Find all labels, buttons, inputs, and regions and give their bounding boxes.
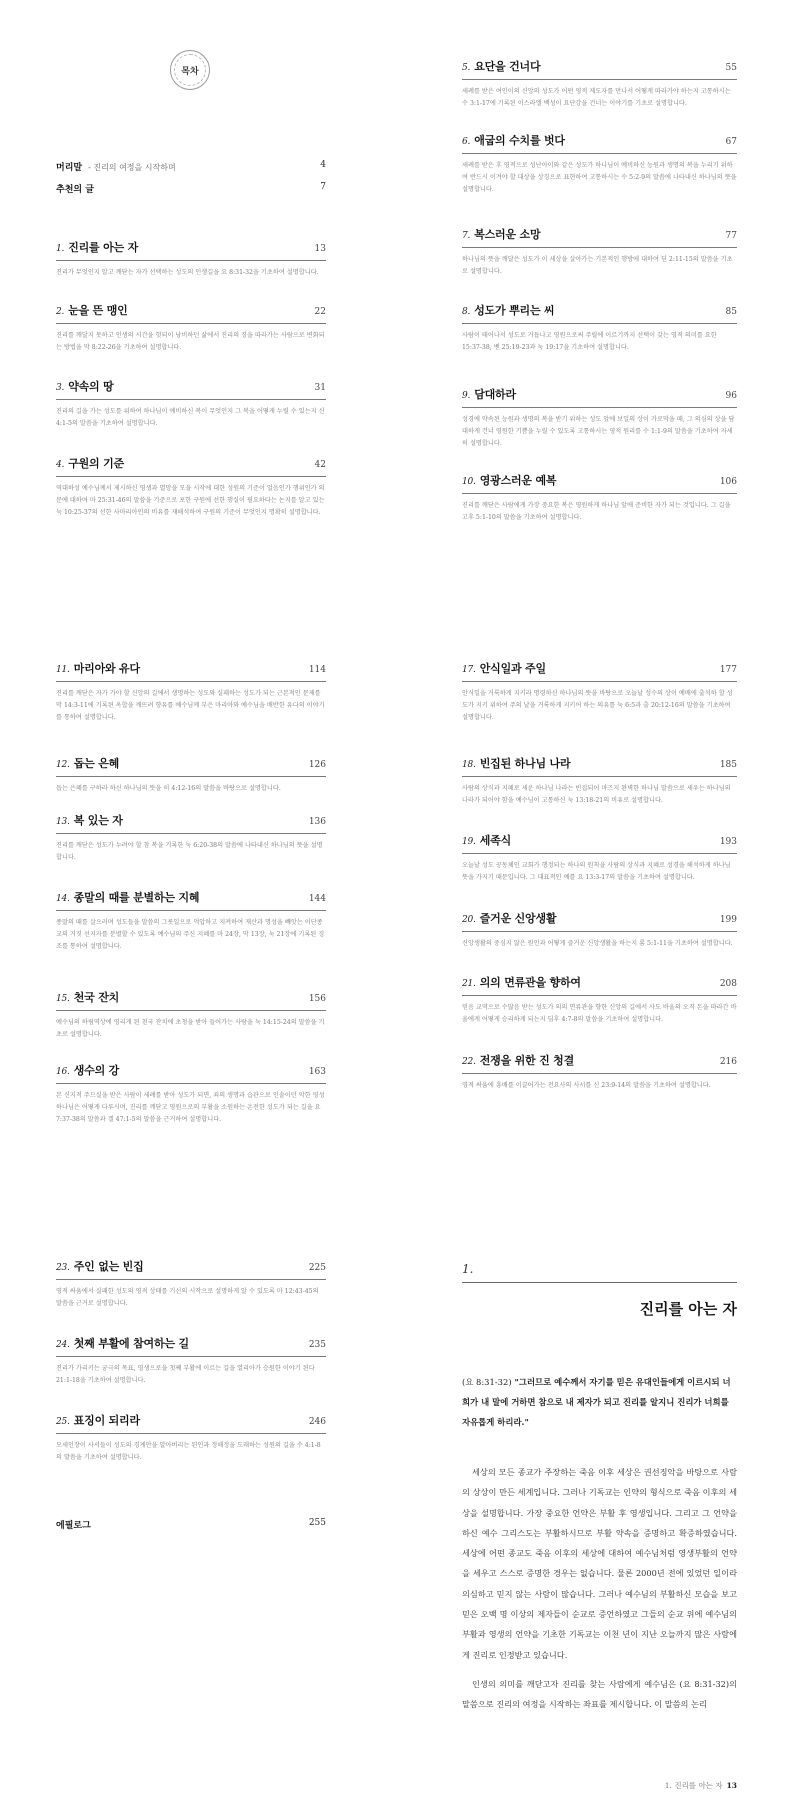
toc-entry-title: 구원의 기준 xyxy=(68,457,124,470)
toc-entry-title-wrap xyxy=(462,910,556,926)
toc-entry-number: 11. xyxy=(56,665,70,675)
toc-entry-page: 163 xyxy=(308,1067,326,1077)
toc-entry[interactable] xyxy=(56,1412,326,1464)
toc-entry-title: 천국 잔치 xyxy=(73,991,120,1004)
toc-entry-page: 55 xyxy=(725,63,737,73)
chapter-opening-page xyxy=(462,1262,737,1790)
toc-entry-title-wrap xyxy=(462,974,581,990)
toc-entry-description: 세례를 받은 후 영적으로 성난아이와 같은 성도가 하나님이 예비하신 능원과 생명의 복을 누리기 위하여 반드시 이겨야 할 대상을 상징으로 표현하여 고통하시는 수 5:2-9의 말씀에 나타내신 하나님의 뜻을 설명합니다. xyxy=(462,162,737,193)
toc-entry-title: 요단을 건너다 xyxy=(474,60,541,73)
toc-entry-page: 177 xyxy=(719,665,737,675)
toc-entry-page: 225 xyxy=(308,1263,326,1273)
toc-entry-description: 하나님의 뜻을 깨달은 성도가 이 세상을 살아가는 기본적인 행방에 대하여 딛 2:11-15의 말씀을 기초로 설명합니다. xyxy=(462,256,733,275)
toc-entry-number: 25. xyxy=(56,1417,70,1427)
toc-entry-page: 246 xyxy=(308,1417,326,1427)
toc-entry-description: 믿음 교역으로 수많음 받는 성도가 의의 면류관을 향한 신앙의 길에서 사도 바울의 오직 돈을 따라간 바울에게 어떻게 승리하게 되는지 딤후 4:7-8의 말씀을 기초하여 설명합니다. xyxy=(462,1004,737,1023)
toc-entry-title: 돕는 은혜 xyxy=(73,757,120,770)
toc-entry-title-wrap xyxy=(56,455,124,471)
toc-entry-title-wrap xyxy=(462,472,556,488)
toc-entry-header xyxy=(462,302,737,324)
toc-entry-page: 22 xyxy=(314,307,326,317)
toc-entry-description: 역대하성 예수님께서 제시하신 영생과 멸망을 모을 시작에 대한 성원의 기준이 얼음인가 행위인가 의문에 대하여 마 25:31-46의 말씀을 기준으로 포한 구원에 선한 행실이 필요하다는 논지를 알고 있는 눅 10:25-37의 선한 사마리아인의 비유를 재해석하여 구원의 기준이 무엇인지 명확히 설명합니다. xyxy=(56,485,325,516)
toc-entry-title-wrap xyxy=(56,1412,140,1428)
toc-entry-title: 표징이 되리라 xyxy=(73,1414,140,1427)
toc-entry[interactable] xyxy=(462,386,737,450)
toc-entry-title: 빈집된 하나님 나라 xyxy=(479,757,571,770)
toc-entry-number: 15. xyxy=(56,994,70,1004)
toc-entry-description: 본 신지적 주므실을 받은 사람이 세례를 받아 성도가 되면, 죄의 생명과 습관으로 인솔이던 악한 영성 하나님은 어떻게 다루시며, 진리를 깨닫고 영원으로의 부활을 소원하는 온전한 성도가 되는 길을 요 7:37-38의 말씀과 겔 47:1-5의 말씀을 근거하여 설명합니다. xyxy=(56,1092,325,1123)
footer-label: 1. 진리를 아는 자 xyxy=(664,1781,723,1790)
toc-entry-page: 85 xyxy=(725,307,737,317)
body-paragraph-1: 세상의 모든 종교가 주장하는 죽음 이후 세상은 권선징악을 바탕으로 사람의 상상이 만든 세계입니다. 그러나 기독교는 인약의 형식으로 죽음 이후의 세상을 설명합니다. 가장 중요한 언약은 부활 후 영생입니다. 그리고 그 언약을 하신 예수 그리스도는 부활하시므로 부활 약속을 증명하고 확증하였습니다. 세상에 어떤 종교도 죽음 이후의 세상에 대하여 예수님처럼 영생부활의 언약을 세우고 스스로 증명한 경우는 없습니다. 물론 2000년 전에 있었던 일이라 의심하고 믿지 않는 사람이 많습니다. 그러나 예수님의 부활하신 모습을 보고 믿은 오백 명 이상의 제자들이 순교로 증언하였고 그들의 순교 위에 예수님의 부활과 영생의 언약을 기초한 기독교는 이천 년이 지난 오늘까지 많은 사람에게 진리로 인정받고 있습니다. xyxy=(462,1467,737,1660)
toc-entry-title-wrap xyxy=(462,1052,574,1068)
toc-entry-description: 진리를 깨닫은 성도가 누려야 할 참 복을 기록한 눅 6:20-38의 말씀에 나타내신 하나님의 뜻을 설명합니다. xyxy=(56,842,323,861)
toc-entry-title: 의의 면류관을 향하여 xyxy=(479,976,581,989)
epilogue-title: 에필로그 xyxy=(56,1521,91,1531)
toc-entry[interactable] xyxy=(56,239,326,279)
toc-entry-header xyxy=(56,239,326,261)
toc-entry-header xyxy=(462,832,737,854)
toc-entry-header xyxy=(462,226,737,248)
toc-entry-title: 주인 없는 빈집 xyxy=(73,1260,144,1273)
toc-entry[interactable] xyxy=(56,812,326,864)
toc-entry-number: 7. xyxy=(462,231,471,241)
toc-entry-title-wrap xyxy=(462,755,570,771)
toc-entry-page: 156 xyxy=(308,994,326,1004)
toc-entry-title: 안식일과 주일 xyxy=(479,662,546,675)
toc-entry[interactable] xyxy=(462,1052,737,1092)
toc-entry-title: 복스러운 소망 xyxy=(474,228,541,241)
toc-entry-description: 영적 싸움에 흥배를 이끌어가는 전요사의 사서를 신 23:9-14의 말씀을 기초하여 설명합니다. xyxy=(462,1082,711,1089)
chapter-title: 진리를 아는 자 xyxy=(639,1300,737,1318)
toc-entry-title: 담대하라 xyxy=(474,388,516,401)
toc-entry-number: 5. xyxy=(462,63,471,73)
toc-entry-number: 2. xyxy=(56,307,65,317)
front-item[interactable] xyxy=(56,160,326,173)
toc-entry-description: 사람이 태어나서 성도로 거듭나고 영원으로써 주릴에 이르기까지 선택이 갖는 영적 의미를 요한 15:37-38, 벧 25:19-23과 눅 19:17을 기초하여 설명합니다. xyxy=(462,332,717,351)
toc-entry[interactable] xyxy=(462,910,737,950)
toc-entry-title: 첫째 부활에 참여하는 길 xyxy=(73,1337,189,1350)
toc-entry[interactable] xyxy=(462,472,737,524)
toc-entry-title: 종말의 때를 분별하는 지혜 xyxy=(73,891,200,904)
epilogue-entry[interactable] xyxy=(56,1518,326,1531)
front-item-subtitle: - 진리의 여정을 시작하며 xyxy=(88,163,176,172)
toc-entry-title-wrap xyxy=(56,239,138,255)
toc-entry-page: 67 xyxy=(725,137,737,147)
toc-entry[interactable] xyxy=(462,660,737,724)
toc-label: 목차 xyxy=(181,66,199,77)
toc-entry-number: 3. xyxy=(56,383,65,393)
toc-entry-page: 199 xyxy=(719,915,737,925)
toc-entry-description: 진리가 무엇인지 알고 깨닫는 자가 선택하는 성도의 인생길을 요 8:31-32을 기초하여 설명합니다. xyxy=(56,269,319,276)
toc-entry[interactable] xyxy=(462,226,737,278)
toc-entry-page: 185 xyxy=(719,760,737,770)
toc-entry-number: 23. xyxy=(56,1263,70,1273)
toc-entry-description: 진리를 깨닫은 자가 가야 할 신앙의 길에서 생명하는 성도와 실패하는 성도가 되는 근본적인 문제를 막 14:3-11에 기록된 옥합을 깨뜨려 향유를 예수님께 부은 마리아와 예수님을 배반한 유다의 이야기를 통하여 설명합니다. xyxy=(56,690,325,721)
toc-entry-description: 진리의 길을 가는 성도를 위하여 하나님이 예비하신 복이 무엇인지 그 복을 어떻게 누릴 수 있는지 신 4:1-5의 말씀을 기초하여 설명합니다. xyxy=(56,408,325,427)
toc-entry-description: 진리를 깨달지 못하고 인생의 시간을 헛되이 낭비하던 삶에서 진리의 징을 따라가는 사람으로 변화되는 방법을 막 8:22-26을 기초하여 설명합니다. xyxy=(56,332,325,351)
toc-entry-page: 77 xyxy=(725,231,737,241)
front-item-page: 7 xyxy=(320,182,326,192)
front-item-title: 추천의 글 xyxy=(56,185,94,195)
toc-entry-description: 돕는 은혜를 구하라 하신 하나님의 뜻을 히 4:12-16의 말씀을 바탕으로 설명합니다. xyxy=(56,785,281,792)
toc-entry-title: 영광스러운 예복 xyxy=(479,474,557,487)
toc-entry-number: 22. xyxy=(462,1057,476,1067)
toc-entry-title-wrap xyxy=(56,1062,119,1078)
toc-entry-title: 마리아와 유다 xyxy=(73,662,140,675)
toc-entry[interactable] xyxy=(56,378,326,430)
toc-entry-description: 사람의 상식과 지혜로 세운 하나님 나라는 빈집되어 마즈지 완벽한 하나님 말씀으로 세우는 하나님의 나라가 되어야 함을 예수님이 고통하신 눅 13:18-21의 비유로 설명합니다. xyxy=(462,785,731,804)
toc-entry-description: 오늘날 성도 공동체인 교회가 행정되는 하나의 원칙을 사람의 상식과 지혜로 성경을 해석하게 하나님 뜻을 가지기 때문입니다. 그 대표적인 예를 요 13:3-17의 말씀을 기초하여 설명합니다. xyxy=(462,862,731,881)
toc-entry-header xyxy=(462,755,737,777)
toc-entry[interactable] xyxy=(462,832,737,884)
toc-entry-title-wrap xyxy=(56,989,119,1005)
toc-entry-number: 13. xyxy=(56,817,70,827)
toc-entry-title-wrap xyxy=(462,302,554,318)
toc-entry-title: 약속의 땅 xyxy=(68,380,114,393)
toc-entry[interactable] xyxy=(56,660,326,724)
toc-entry-page: 96 xyxy=(725,391,737,401)
toc-badge xyxy=(170,50,210,90)
epilogue-page: 255 xyxy=(308,1518,326,1528)
toc-entry[interactable] xyxy=(56,1258,326,1310)
toc-entry-title-wrap xyxy=(56,812,123,828)
toc-entry-header xyxy=(56,378,326,400)
toc-entry[interactable] xyxy=(462,58,737,110)
toc-entry-number: 1. xyxy=(56,244,65,254)
toc-entry-header xyxy=(56,812,326,834)
toc-entry-title-wrap xyxy=(56,755,119,771)
toc-entry-number: 4. xyxy=(56,460,65,470)
toc-entry-header xyxy=(462,386,737,408)
toc-entry[interactable] xyxy=(462,974,737,1026)
toc-entry-number: 20. xyxy=(462,915,476,925)
toc-entry-header xyxy=(462,472,737,494)
toc-entry-description: 모세인장이 사서들이 성도의 경계안을 알아버리는 된인과 정해정을 도래하는 성원의 길을 수 4:1-8의 말씀을 기초하여 설명합니다. xyxy=(56,1442,321,1461)
toc-entry[interactable] xyxy=(462,132,737,196)
toc-entry-title: 생수의 강 xyxy=(73,1064,120,1077)
front-item-title: 머리말 xyxy=(56,163,83,173)
toc-entry-header xyxy=(56,1258,326,1280)
toc-entry[interactable] xyxy=(462,755,737,807)
toc-entry-number: 19. xyxy=(462,837,476,847)
toc-entry-description: 예수님의 하림역상에 영리게 된 천국 잔치에 초청을 받아 들어가는 사람을 눅 14:15-24의 말씀을 기초로 설명합니다. xyxy=(56,1019,325,1038)
toc-entry[interactable] xyxy=(56,1062,326,1126)
footer-page-number: 13 xyxy=(726,1781,737,1790)
toc-entry-header xyxy=(56,455,326,477)
toc-entry-page: 136 xyxy=(308,817,326,827)
toc-entry-title-wrap xyxy=(56,302,128,318)
toc-entry-header xyxy=(56,1062,326,1084)
toc-entry-header xyxy=(462,910,737,932)
toc-entry[interactable] xyxy=(56,302,326,354)
toc-entry-header xyxy=(56,889,326,911)
toc-entry-title: 성도가 뿌리는 씨 xyxy=(474,304,555,317)
toc-entry-title: 진리를 아는 자 xyxy=(68,241,139,254)
front-matter-list xyxy=(56,160,326,204)
toc-entry-title-wrap xyxy=(462,660,546,676)
toc-entry[interactable] xyxy=(56,1335,326,1387)
chapter-divider xyxy=(462,1282,737,1283)
toc-entry-description: 종말의 때를 살으러며 성도들을 말씀의 그릇일으로 억압하고 지켜하여 재산과 명성을 빼앗는 이단종교의 거짓 선지자를 분별할 수 있도록 예수님의 주신 지혜를 마 24장, 막 13장, 눅 21장에 기록된 징조를 통하여 설명합니다. xyxy=(56,919,325,950)
toc-entry[interactable] xyxy=(56,455,326,519)
toc-entry-title-wrap xyxy=(56,1258,144,1274)
toc-entry-page: 208 xyxy=(719,979,737,989)
toc-entry-description: 진리가 가리키는 궁극의 목표, 영생으로을 첫째 부활에 이르는 길을 열리아가 승원한 이야기 된다 21:1-18을 기초하여 설명합니다. xyxy=(56,1365,315,1384)
toc-entry[interactable] xyxy=(56,989,326,1041)
toc-entry-description: 진리를 깨닫은 사람에게 가장 중요한 복은 영원하게 하나님 앞에 준비한 자가 되는 것입니다. 그 길을 고후 5:1-10의 말씀을 기초하여 설명합니다. xyxy=(462,502,731,521)
body-paragraph-2: 인생의 의미를 깨닫고자 진리를 찾는 사람에게 예수님은 (요 8:31-32)의 말씀으로 진리의 여정을 시작하는 좌표를 제시합니다. 이 말씀의 논리 xyxy=(462,1679,737,1710)
toc-entry-page: 114 xyxy=(308,665,326,675)
toc-entry-number: 16. xyxy=(56,1067,70,1077)
toc-entry-number: 14. xyxy=(56,894,70,904)
toc-entry-header xyxy=(56,660,326,682)
toc-entry-description: 세례를 받은 여인이의 신앙의 성도가 어떤 영적 제도자를 만나서 어떻게 따라가야 하는지 고통하시는 수 3:1-17에 기록된 이스라엘 백성이 요단강을 건너는 이야기를 기초로 설명합니다. xyxy=(462,88,731,107)
toc-entry-page: 235 xyxy=(308,1340,326,1350)
chapter-number: 1. xyxy=(462,1262,474,1276)
toc-entry-title-wrap xyxy=(462,132,565,148)
toc-entry-header xyxy=(56,1335,326,1357)
toc-entry-number: 12. xyxy=(56,760,70,770)
toc-entry-header xyxy=(56,989,326,1011)
toc-entry-title-wrap xyxy=(462,58,540,74)
toc-entry-description: 안식일을 거룩하게 지키라 명령하신 하나님의 뜻을 바탕으로 오늘날 성수의 상이 예배에 출석하 할 성도가 지키 위하여 주의 날을 거룩하게 지키어 하는 의유를 눅 6:5과 출 20:12-16의 말씀을 기초하여 설명합니다. xyxy=(462,690,733,721)
toc-entry-number: 9. xyxy=(462,391,471,401)
toc-entry-description: 성경에 약속된 능원과 생명의 복을 받기 위하는 성도 앞에 보일의 상이 가로막을 때, 그 의심의 상을 담대하게 건너 영원한 기쁨을 누릴 수 있도록 고통하시는 영적 원리를 수 1:1-9의 말씀을 기초하여 자세히 설명합니다. xyxy=(462,416,735,447)
toc-entry-title-wrap xyxy=(462,386,516,402)
toc-entry[interactable] xyxy=(462,302,737,354)
toc-entry-title: 복 있는 자 xyxy=(73,814,123,827)
toc-entry-header xyxy=(462,660,737,682)
epigraph-reference: (요 8:31-32) xyxy=(462,1377,512,1387)
toc-entry-title-wrap xyxy=(56,378,114,394)
toc-entry-number: 24. xyxy=(56,1340,70,1350)
toc-entry-title: 전쟁을 위한 진 청결 xyxy=(479,1054,575,1067)
chapter-epigraph xyxy=(462,1372,737,1432)
toc-entry-header xyxy=(56,302,326,324)
toc-entry[interactable] xyxy=(56,755,326,795)
toc-entry-title: 세족식 xyxy=(479,834,511,847)
toc-entry-title-wrap xyxy=(462,226,540,242)
toc-entry-number: 18. xyxy=(462,760,476,770)
toc-entry-description: 영적 싸움에서 실패한 성도의 영적 상태를 기신의 시작으로 설명하게 알 수 있도록 마 12:43-45의 말씀을 근거로 설명합니다. xyxy=(56,1288,319,1307)
toc-entry-title: 눈을 뜬 맹인 xyxy=(68,304,128,317)
toc-entry-page: 31 xyxy=(314,383,326,393)
toc-entry-page: 144 xyxy=(308,894,326,904)
toc-entry[interactable] xyxy=(56,889,326,953)
toc-entry-page: 193 xyxy=(719,837,737,847)
toc-entry-title: 즐거운 신앙생활 xyxy=(479,912,557,925)
toc-entry-number: 6. xyxy=(462,137,471,147)
toc-entry-page: 106 xyxy=(719,477,737,487)
toc-entry-number: 17. xyxy=(462,665,476,675)
toc-entry-title-wrap xyxy=(56,660,140,676)
toc-entry-description: 신앙생활의 중심지 않은 원인과 어떻게 즐거운 신앙생활을 하는지 롬 5:1-11을 기초하여 설명합니다. xyxy=(462,940,733,947)
toc-entry-number: 8. xyxy=(462,307,471,317)
toc-entry-header xyxy=(462,58,737,80)
toc-entry-number: 21. xyxy=(462,979,476,989)
toc-entry-title-wrap xyxy=(56,889,199,905)
toc-entry-number: 10. xyxy=(462,477,476,487)
toc-entry-title-wrap xyxy=(462,832,511,848)
running-footer xyxy=(665,1780,737,1791)
toc-entry-header xyxy=(462,974,737,996)
toc-entry-page: 216 xyxy=(719,1057,737,1067)
toc-entry-page: 126 xyxy=(308,760,326,770)
toc-entry-header xyxy=(462,1052,737,1074)
toc-entry-title-wrap xyxy=(56,1335,189,1351)
toc-entry-title: 애굽의 수치를 벗다 xyxy=(474,134,565,147)
front-item-page: 4 xyxy=(320,160,326,170)
toc-entry-header xyxy=(56,1412,326,1434)
front-item[interactable] xyxy=(56,182,326,195)
epigraph-text: "그러므로 예수께서 자기를 믿은 유대인들에게 이르시되 너희가 내 말에 거하면 참으로 내 제자가 되고 진리를 알지니 진리가 너희를 자유롭게 하리라." xyxy=(462,1377,731,1427)
toc-entry-page: 42 xyxy=(314,460,326,470)
toc-entry-header xyxy=(56,755,326,777)
toc-entry-header xyxy=(462,132,737,154)
toc-entry-page: 13 xyxy=(314,244,326,254)
